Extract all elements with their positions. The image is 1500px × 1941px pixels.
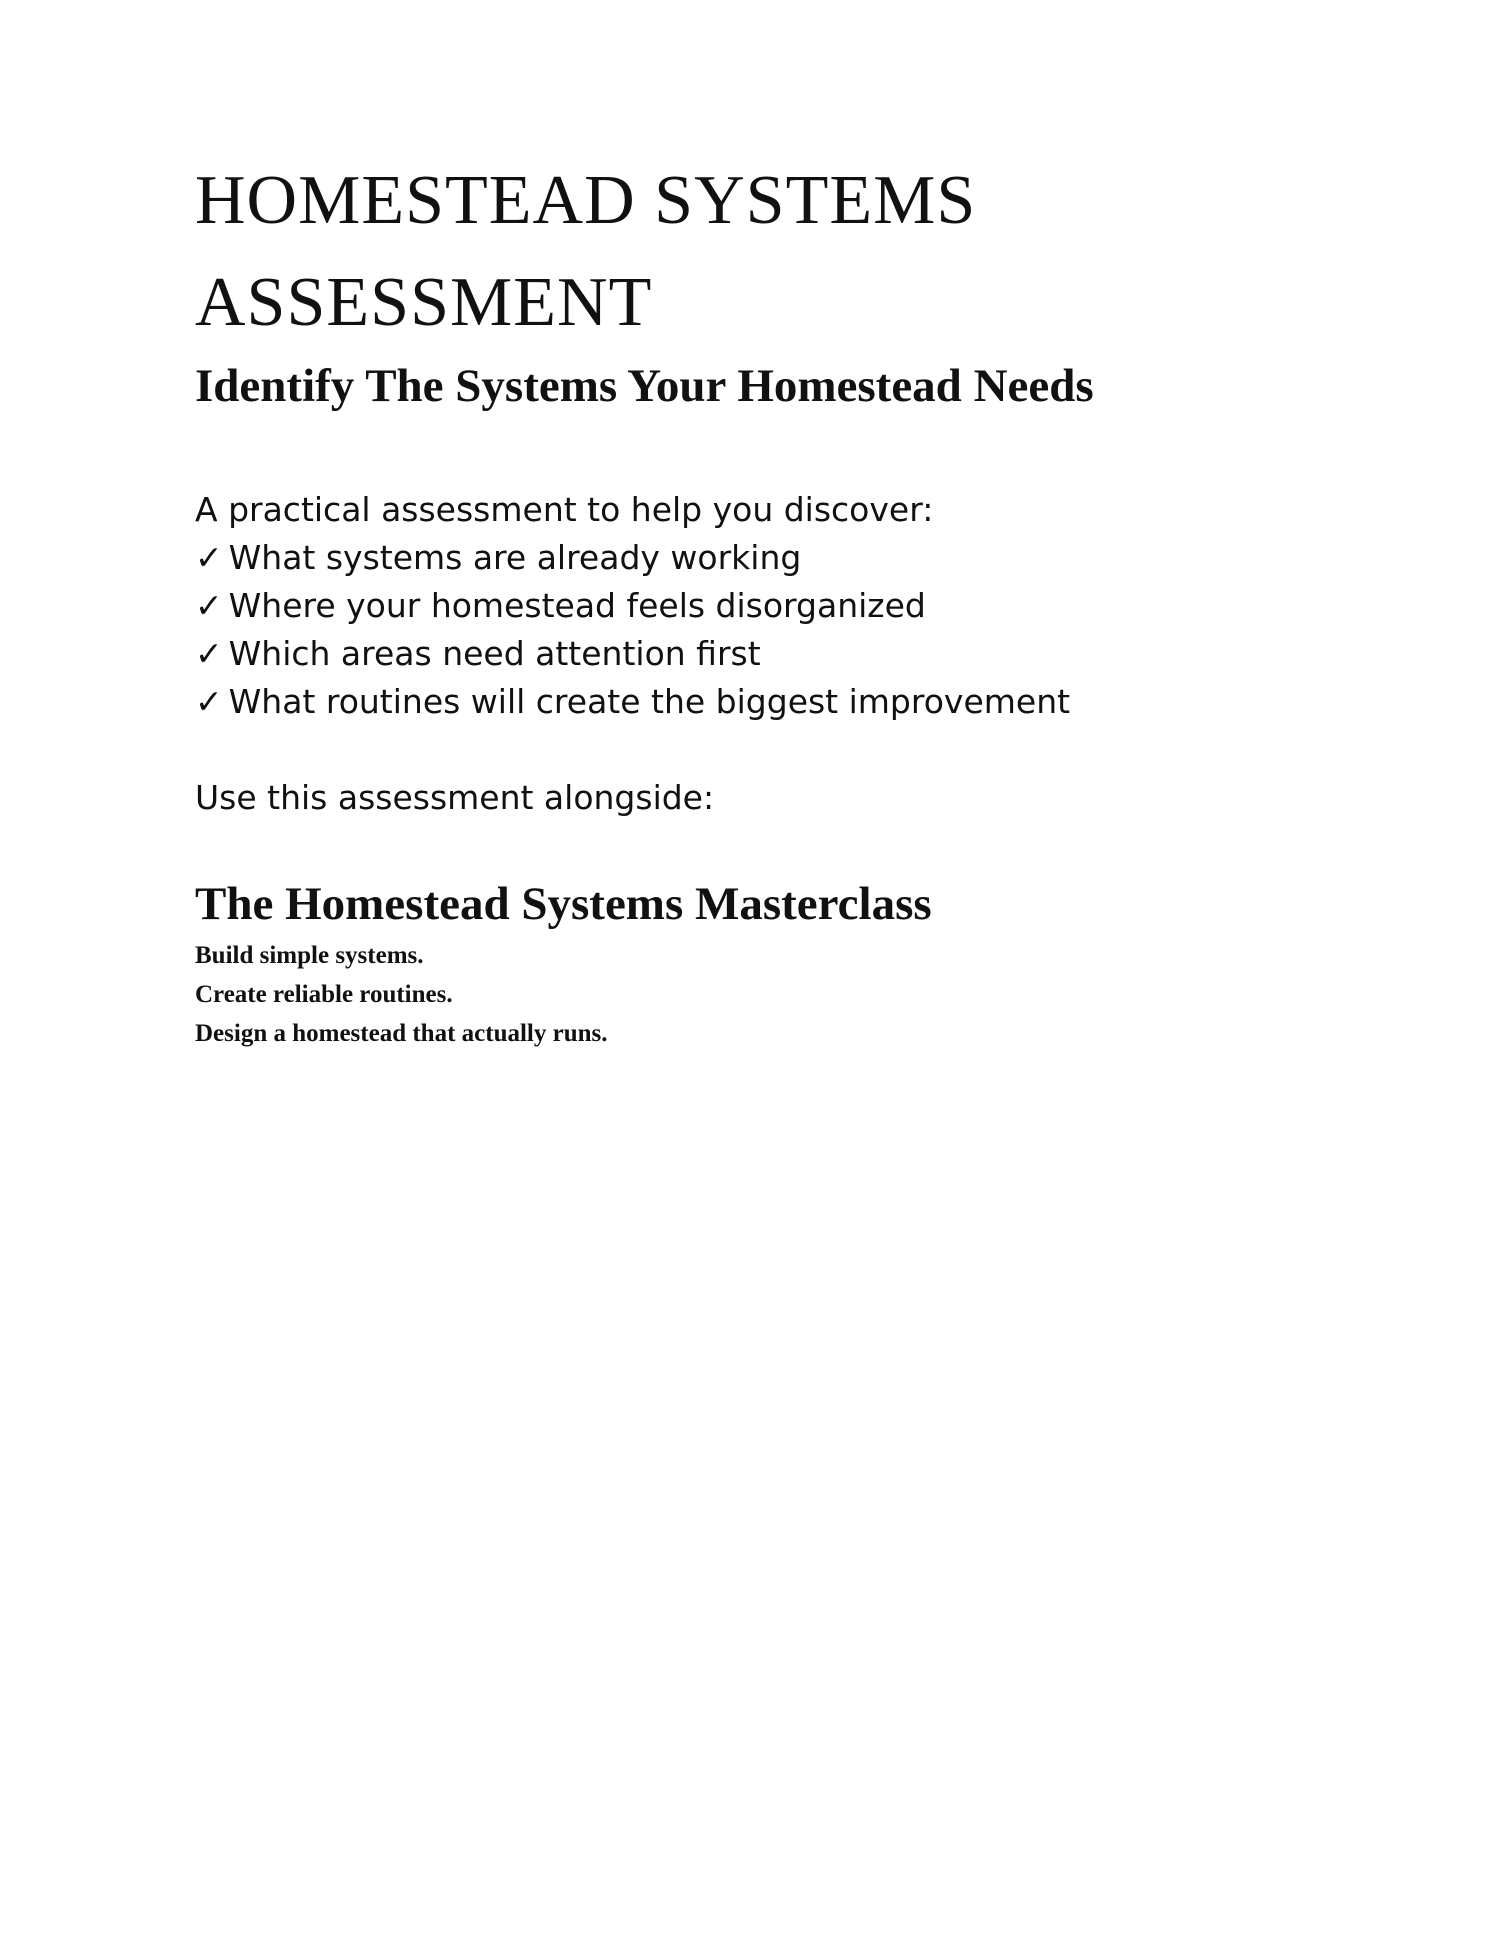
page-title-line-1: HOMESTEAD SYSTEMS [195, 162, 977, 239]
use-alongside-text: Use this assessment alongside: [195, 778, 715, 817]
check-icon: ✓ [195, 538, 223, 577]
tagline-line-1: Build simple systems. [195, 942, 424, 969]
checklist-item [195, 582, 1345, 630]
check-icon: ✓ [195, 682, 223, 721]
check-icon: ✓ [195, 634, 223, 673]
checklist-item-text: Where your homestead feels disorganized [228, 586, 926, 625]
page-subtitle: Identify The Systems Your Homestead Needs [195, 360, 1094, 412]
tagline-line-3: Design a homestead that actually runs. [195, 1020, 608, 1047]
course-tagline [195, 936, 1345, 1053]
benefits-checklist [195, 534, 1345, 726]
check-icon: ✓ [195, 586, 223, 625]
checklist-item-text: What routines will create the biggest improvement [228, 682, 1071, 721]
checklist-item [195, 534, 1345, 582]
checklist-item-text: What systems are already working [228, 538, 802, 577]
page-title [195, 150, 1345, 354]
intro-text: A practical assessment to help you discover: [195, 490, 934, 529]
checklist-item-text: Which areas need attention first [228, 634, 761, 673]
checklist-item [195, 630, 1345, 678]
tagline-line-2: Create reliable routines. [195, 981, 453, 1008]
checklist-item [195, 678, 1345, 726]
course-title: The Homestead Systems Masterclass [195, 878, 932, 930]
page-title-line-2: ASSESSMENT [195, 264, 653, 341]
page-content [195, 150, 1345, 1053]
